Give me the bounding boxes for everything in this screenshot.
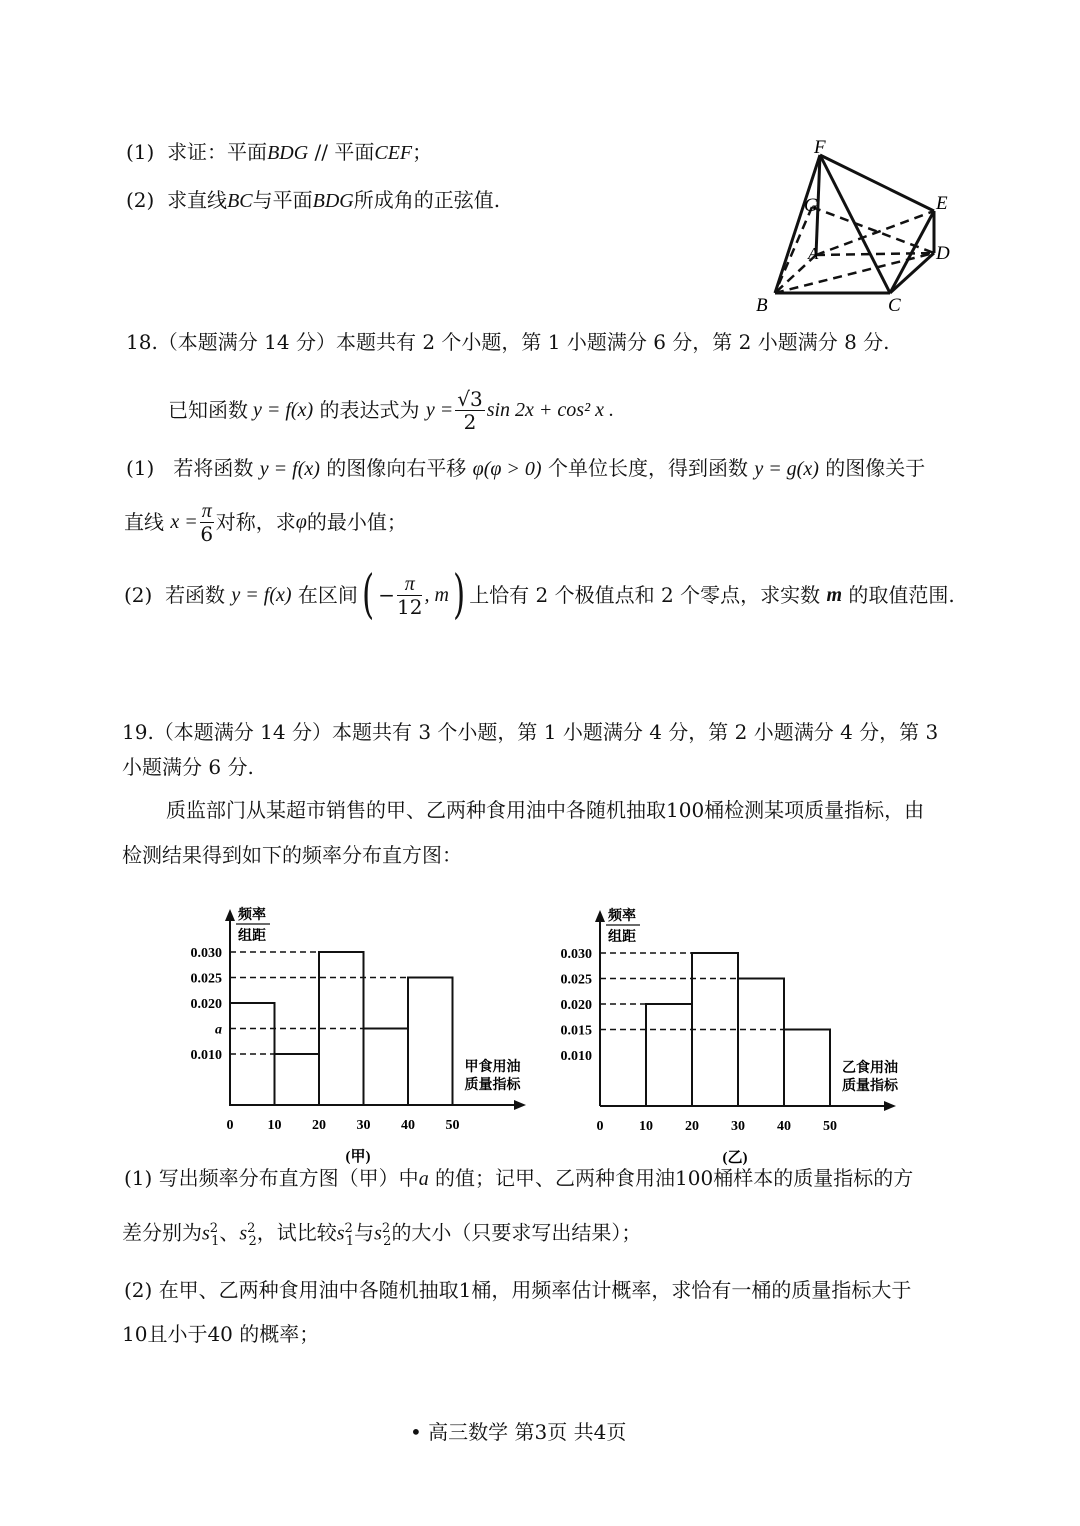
- q18-intro: 已知函数 y = f(x) 的表达式为 y = $\frac{√3}{2}$ sin 2x + cos² x .: [168, 386, 614, 434]
- x-tick-label: 50: [823, 1119, 837, 1134]
- y-tick-label: 0.010: [560, 1049, 592, 1064]
- y-label-top: 频率: [238, 908, 266, 923]
- q18-header: 18.（本题满分 14 分）本题共有 2 个小题，第 1 小题满分 6 分，第 2 小题满分 8 分.: [126, 330, 890, 354]
- label-C: C: [888, 295, 901, 316]
- left-paren: (: [361, 565, 375, 625]
- q19-part2-line2: 10且小于40 的概率；: [122, 1322, 320, 1346]
- x-tick-label: 10: [639, 1119, 653, 1134]
- label-B: B: [756, 295, 768, 316]
- y-tick-label: 0.030: [190, 946, 222, 961]
- x-tick-label: 50: [445, 1118, 460, 1133]
- q19-header-2: 小题满分 6 分.: [122, 755, 254, 779]
- x-tick-label: 0: [596, 1119, 604, 1134]
- q19-header-1: 19.（本题满分 14 分）本题共有 3 个小题，第 1 小题满分 4 分，第 2 小题满分 4 分，第 3: [122, 720, 939, 744]
- sqrt3-over-2: $\frac{√3}{2}$: [457, 386, 483, 434]
- label-A: A: [808, 244, 819, 263]
- histogram-jia: [170, 880, 540, 1165]
- chart-title: (甲): [345, 1149, 371, 1165]
- y-label-bottom: 组距: [238, 929, 266, 944]
- y-tick-label: a: [215, 1022, 222, 1038]
- q17-part2: (2) 求直线BC与平面BDG所成角的正弦值.: [126, 188, 501, 212]
- y-label-top: 频率: [608, 909, 636, 924]
- histogram-bar: [364, 1029, 409, 1106]
- x-label-line1: 乙食用油: [842, 1061, 898, 1076]
- x-tick-label: 40: [777, 1119, 791, 1134]
- y-axis-arrow: [225, 909, 235, 921]
- q17-geometry-figure: [750, 135, 970, 315]
- histogram-bar: [408, 978, 453, 1106]
- q18-part1-line1: (1) 若将函数 y = f(x) 的图像向右平移 φ(φ > 0) 个单位长度，得到函数 y = g(x) 的图像关于: [126, 456, 926, 480]
- y-axis-arrow: [595, 910, 605, 922]
- q19-part1-line1: (1) 写出频率分布直方图（甲）中a 的值；记甲、乙两种食用油100桶样本的质量指标的方: [124, 1166, 914, 1190]
- q17-part1: (1) 求证：平面BDG // 平面CEF；: [126, 140, 433, 164]
- label-D: D: [936, 243, 950, 264]
- y-tick-label: 0.010: [190, 1048, 222, 1063]
- y-tick-label: 0.025: [190, 971, 222, 987]
- label-E: E: [936, 193, 948, 214]
- pi-over-6: $\frac{\pi}{6}$: [200, 499, 214, 546]
- x-tick-label: 30: [356, 1118, 371, 1133]
- label-G: G: [804, 195, 818, 216]
- q19-intro-2: 检测结果得到如下的频率分布直方图：: [122, 843, 462, 867]
- histogram-bar: [646, 1004, 692, 1106]
- y-tick-label: 0.020: [560, 998, 592, 1013]
- y-tick-label: 0.020: [190, 997, 222, 1012]
- x-tick-label: 10: [267, 1118, 282, 1133]
- histogram-bar: [738, 979, 784, 1107]
- x-label-line1: 甲食用油: [464, 1060, 521, 1075]
- x-label-line2: 质量指标: [464, 1078, 521, 1093]
- x-tick-label: 20: [685, 1119, 699, 1134]
- q19-intro-1: 质监部门从某超市销售的甲、乙两种食用油中各随机抽取100桶检测某项质量指标，由: [166, 798, 925, 822]
- histogram-yi: [545, 878, 915, 1166]
- x-label-line2: 质量指标: [842, 1079, 898, 1094]
- q19-part2-line1: (2) 在甲、乙两种食用油中各随机抽取1桶，用频率估计概率，求恰有一桶的质量指标大于: [124, 1278, 912, 1302]
- histogram-bar: [784, 1030, 830, 1107]
- y-tick-label: 0.015: [560, 1023, 592, 1039]
- page-footer: • 高三数学 第3页 共4页: [410, 1420, 627, 1444]
- q19-part1-line2: 差分别为$s^2_1$、$s^2_2$，试比较$s^2_1$与$s^2_2$的大小（只要求写出结果）；: [122, 1220, 642, 1249]
- x-tick-label: 30: [731, 1119, 745, 1134]
- x-tick-label: 0: [226, 1118, 234, 1133]
- q18-part2: (2) 若函数 y = f(x) 在区间 ( − $\frac{\pi}{12}$ , m ) 上恰有 2 个极值点和 2 个零点，求实数 m 的取值范围.: [124, 565, 955, 625]
- label-F: F: [814, 137, 826, 158]
- y-tick-label: 0.025: [560, 972, 592, 988]
- right-paren: ): [452, 565, 466, 625]
- x-axis-arrow: [884, 1101, 896, 1111]
- chart-title: (乙): [722, 1150, 748, 1166]
- q18-part1-line2: 直线 x = $\frac{\pi}{6}$ 对称，求 φ 的最小值；: [124, 499, 407, 546]
- x-tick-label: 20: [312, 1118, 326, 1133]
- x-tick-label: 40: [401, 1118, 415, 1133]
- y-tick-label: 0.030: [560, 947, 592, 962]
- histogram-bar: [275, 1054, 320, 1105]
- pi-over-12: $\frac{\pi}{12}$: [396, 572, 423, 619]
- y-label-bottom: 组距: [608, 930, 636, 945]
- x-axis-arrow: [514, 1100, 526, 1110]
